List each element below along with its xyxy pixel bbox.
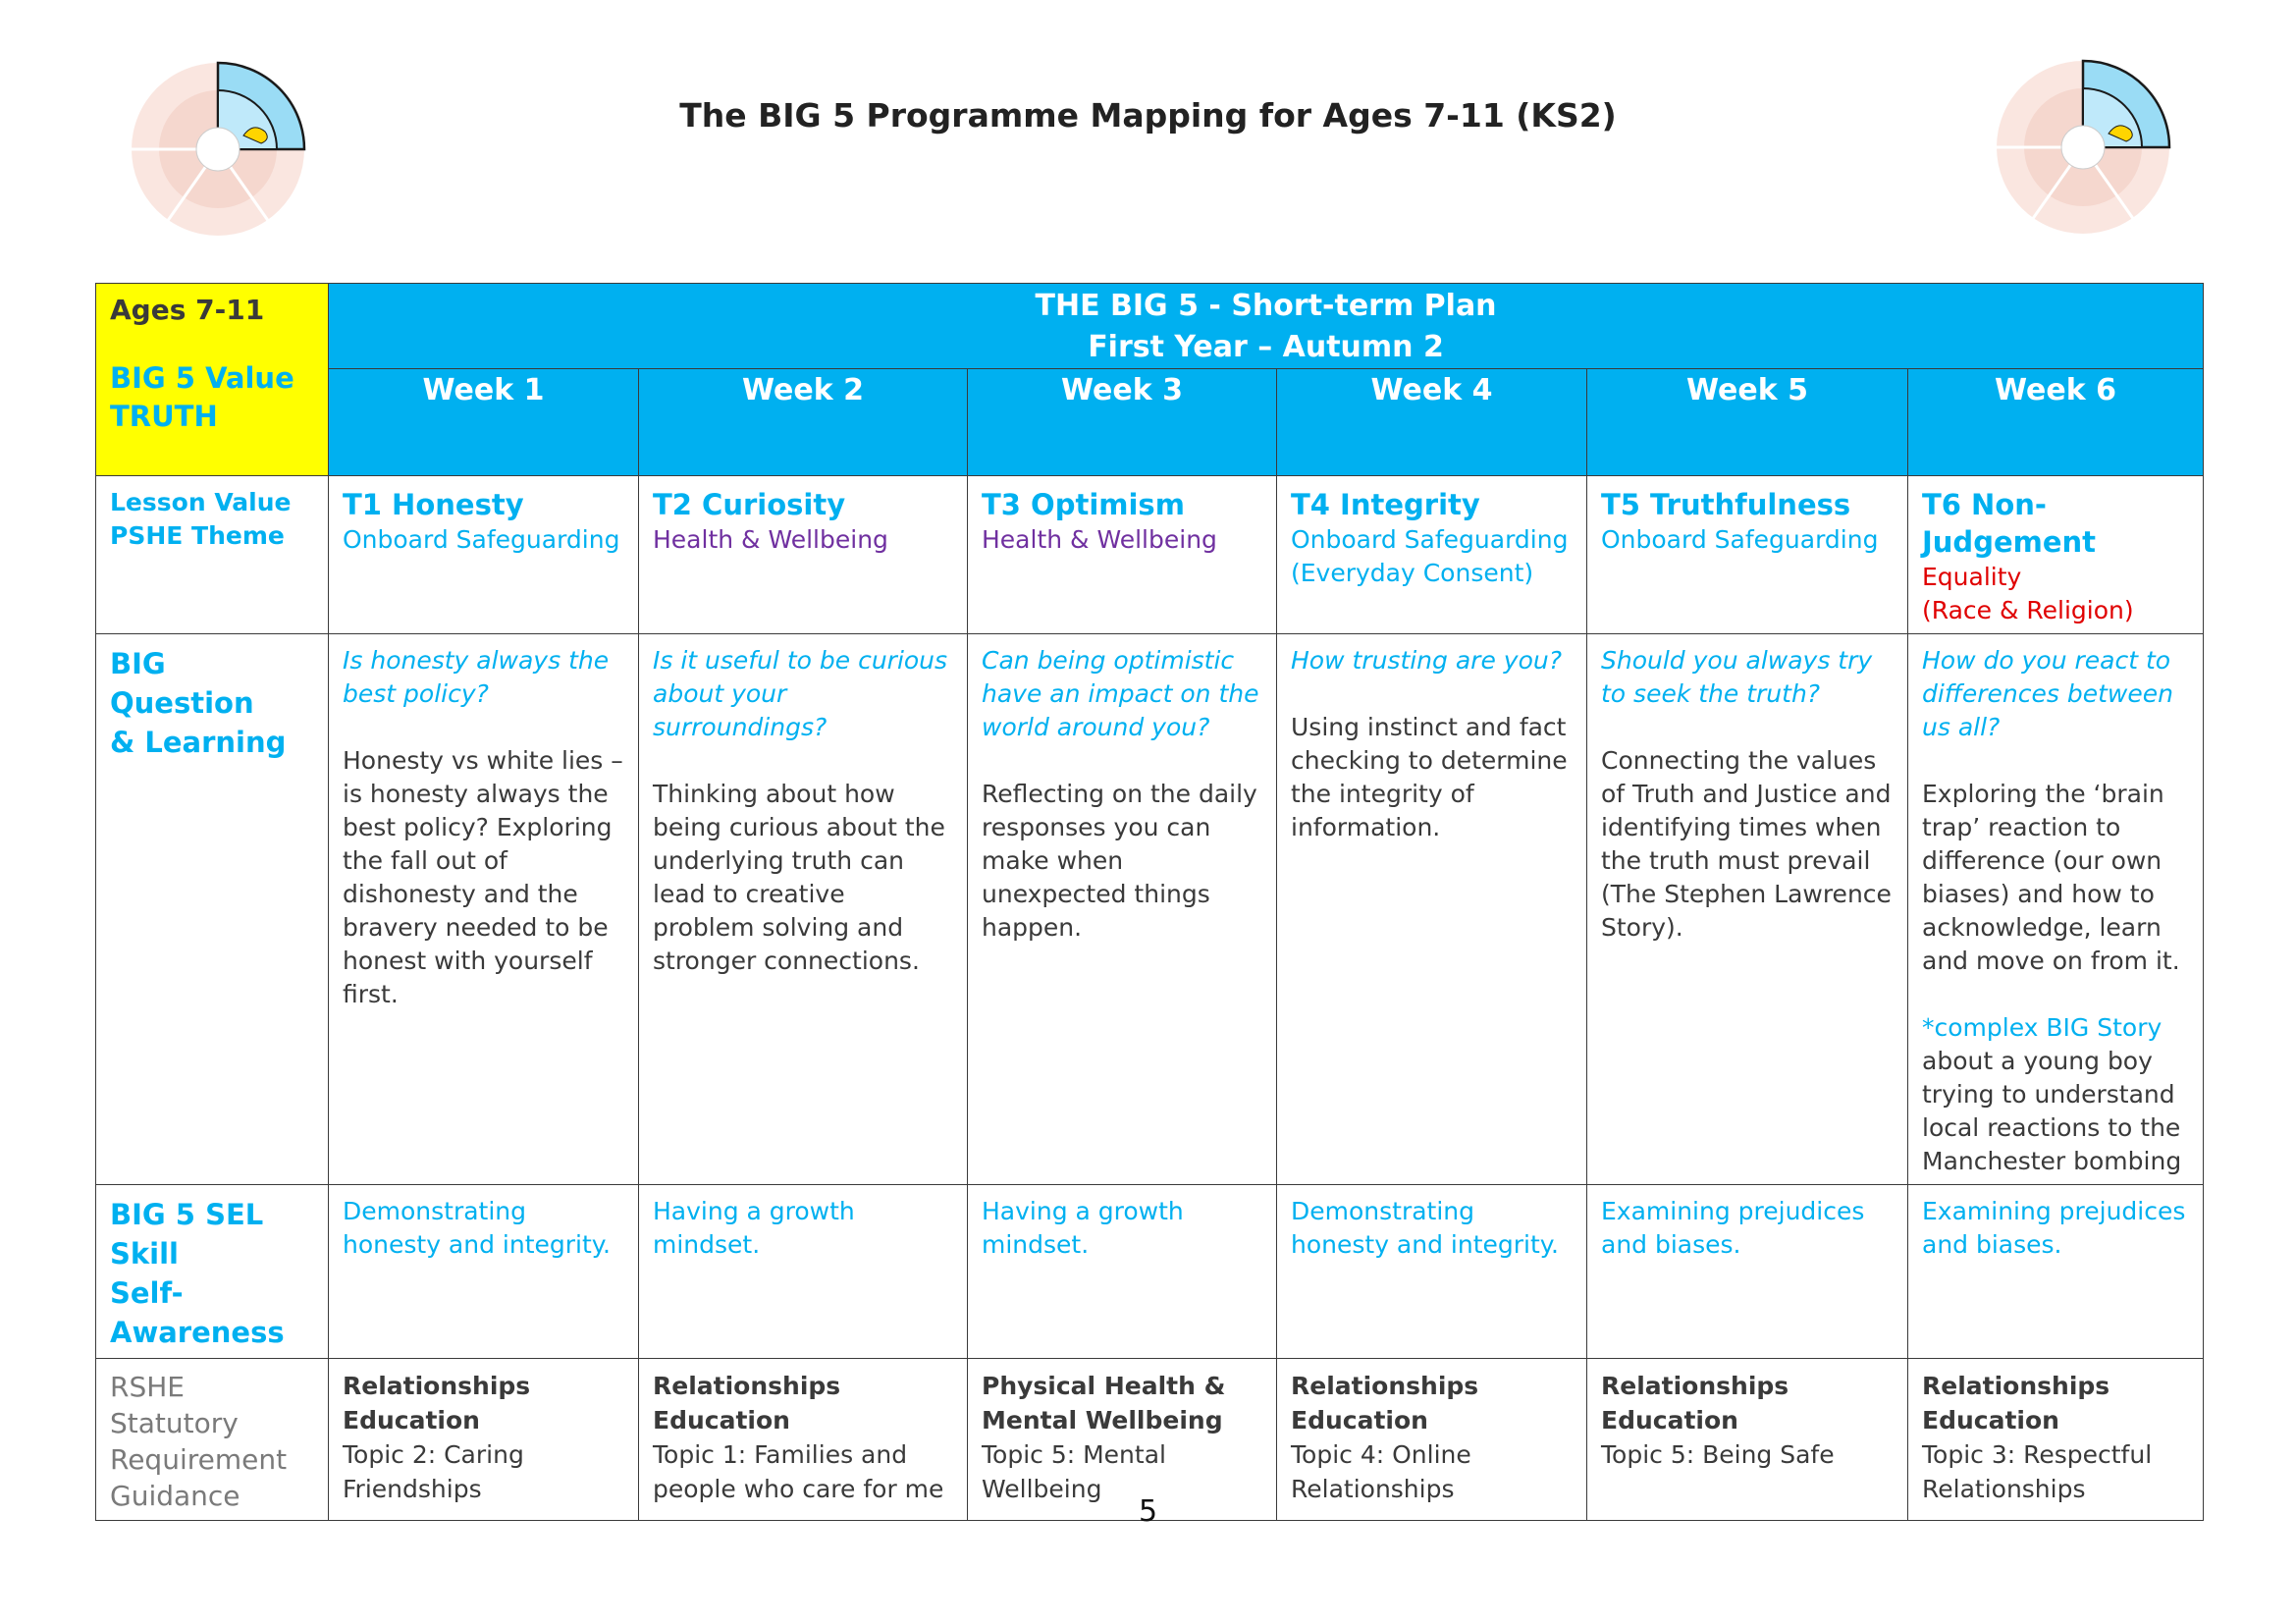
rshe-topic: Topic 2: Caring Friendships [343, 1440, 524, 1503]
lesson-title: T1 Honesty [343, 488, 524, 521]
rshe-heading: Physical Health & Mental Wellbeing [982, 1372, 1226, 1435]
rshe-heading: Relationships Education [653, 1372, 841, 1435]
week-header-2: Week 2 [639, 369, 968, 476]
big-question-label: BIG Question [110, 647, 254, 720]
sel-cell-1 [329, 1185, 639, 1359]
pshe-theme: Onboard Safeguarding [343, 525, 620, 554]
big-question: Is honesty always the best policy? [343, 646, 610, 708]
sel-cell-5 [1587, 1185, 1908, 1359]
learning-text: Honesty vs white lies – is honesty always the best policy? Exploring the fall out of dishonesty and the bravery needed to be honest with yourself first. [343, 746, 623, 1008]
sel-skill: Having a growth mindset. [653, 1197, 855, 1259]
lesson-cell-6 [1908, 476, 2204, 634]
big5-logo-right [1993, 53, 2174, 235]
lesson-cell-5 [1587, 476, 1908, 634]
lesson-title: T3 Optimism [982, 488, 1185, 521]
learning-label: & Learning [110, 726, 287, 759]
sel-cell-3 [968, 1185, 1277, 1359]
learning-text: Reflecting on the daily responses you can make when unexpected things happen. [982, 780, 1257, 942]
big-story-text: about a young boy trying to understand local reactions to the Manchester bombing [1922, 1047, 2182, 1175]
ages-label: Ages 7-11 [110, 294, 265, 326]
big5-logo-left [128, 55, 309, 237]
lesson-title: T4 Integrity [1291, 488, 1480, 521]
rshe-topic: Topic 5: Being Safe [1601, 1440, 1835, 1469]
sel-cell-6 [1908, 1185, 2204, 1359]
big-story-highlight: *complex BIG Story [1922, 1013, 2163, 1042]
pshe-theme: Onboard Safeguarding [1601, 525, 1879, 554]
rshe-heading: Relationships Education [1601, 1372, 1789, 1435]
big5-value: TRUTH [110, 400, 218, 433]
big5-wheel-icon [1993, 53, 2174, 235]
lesson-title: T5 Truthfulness [1601, 488, 1851, 521]
big5-wheel-icon [128, 55, 309, 237]
lesson-cell-4 [1277, 476, 1587, 634]
week-header-5: Week 5 [1587, 369, 1908, 476]
question-cell-3 [968, 634, 1277, 1185]
sel-skill: Examining prejudices and biases. [1922, 1197, 2186, 1259]
question-cell-2 [639, 634, 968, 1185]
week-header-1: Week 1 [329, 369, 639, 476]
plan-title: THE BIG 5 - Short-term Plan [1035, 289, 1497, 323]
pshe-theme: Equality [1922, 563, 2022, 591]
question-cell-6 [1908, 634, 2204, 1185]
week-header-3: Week 3 [968, 369, 1277, 476]
rshe-heading: Relationships Education [1291, 1372, 1479, 1435]
rshe-topic: Topic 5: Mental Wellbeing [982, 1440, 1166, 1503]
learning-text: Using instinct and fact checking to determine the integrity of information. [1291, 713, 1568, 841]
pshe-theme-detail: (Race & Religion) [1922, 596, 2134, 624]
learning-text: Thinking about how being curious about the underlying truth can lead to creative problem solving and stronger connections. [653, 780, 945, 975]
learning-text: Connecting the values of Truth and Justice and identifying times when the truth must prevail (The Stephen Lawrence Story). [1601, 746, 1892, 942]
big5-value-label: BIG 5 Value [110, 361, 294, 395]
lesson-value-label: Lesson Value [110, 488, 292, 516]
question-cell-4 [1277, 634, 1587, 1185]
rshe-topic: Topic 4: Online Relationships [1291, 1440, 1471, 1503]
sel-skill-label: BIG 5 SEL Skill [110, 1198, 264, 1271]
big-question: Can being optimistic have an impact on the world around you? [982, 646, 1259, 741]
lesson-cell-3 [968, 476, 1277, 634]
page-title: The BIG 5 Programme Mapping for Ages 7-11 (KS2) [679, 96, 1617, 135]
sel-skill: Demonstrating honesty and integrity. [343, 1197, 611, 1259]
pshe-theme: Onboard Safeguarding [1291, 525, 1569, 554]
lesson-title: T2 Curiosity [653, 488, 846, 521]
rshe-heading: Relationships Education [343, 1372, 531, 1435]
pshe-theme: Health & Wellbeing [982, 525, 1217, 554]
lesson-cell-2 [639, 476, 968, 634]
big-question: How trusting are you? [1291, 646, 1562, 675]
week-header-4: Week 4 [1277, 369, 1587, 476]
lesson-title: T6 Non-Judgement [1922, 488, 2097, 559]
corner-cell [96, 284, 329, 476]
rshe-topic: Topic 1: Families and people who care for me [653, 1440, 944, 1503]
pshe-theme: Health & Wellbeing [653, 525, 888, 554]
question-cell-1 [329, 634, 639, 1185]
rshe-label-3: Guidance [110, 1480, 240, 1512]
learning-text: Exploring the ‘brain trap’ reaction to difference (our own biases) and how to acknowledge, learn and move on from it. [1922, 780, 2180, 975]
row-label-sel [96, 1185, 329, 1359]
rshe-label-1: RSHE Statutory [110, 1371, 239, 1439]
page-number: 5 [1138, 1494, 1158, 1529]
row-label-lesson [96, 476, 329, 634]
rshe-label-2: Requirement [110, 1443, 288, 1476]
plan-header [329, 284, 2204, 369]
sel-value-label: Self-Awareness [110, 1276, 285, 1349]
pshe-theme-detail: (Everyday Consent) [1291, 559, 1534, 587]
sel-skill: Having a growth mindset. [982, 1197, 1184, 1259]
short-term-plan-table [95, 283, 2204, 1521]
plan-term: First Year – Autumn 2 [1088, 330, 1444, 364]
big-question: Is it useful to be curious about your surroundings? [653, 646, 948, 741]
row-label-question [96, 634, 329, 1185]
week-header-6: Week 6 [1908, 369, 2204, 476]
rshe-topic: Topic 3: Respectful Relationships [1922, 1440, 2153, 1503]
pshe-theme-label: PSHE Theme [110, 521, 285, 550]
sel-cell-4 [1277, 1185, 1587, 1359]
lesson-cell-1 [329, 476, 639, 634]
rshe-heading: Relationships Education [1922, 1372, 2110, 1435]
sel-cell-2 [639, 1185, 968, 1359]
big-question: How do you react to differences between us all? [1922, 646, 2173, 741]
sel-skill: Demonstrating honesty and integrity. [1291, 1197, 1559, 1259]
sel-skill: Examining prejudices and biases. [1601, 1197, 1865, 1259]
big-question: Should you always try to seek the truth? [1601, 646, 1873, 708]
question-cell-5 [1587, 634, 1908, 1185]
